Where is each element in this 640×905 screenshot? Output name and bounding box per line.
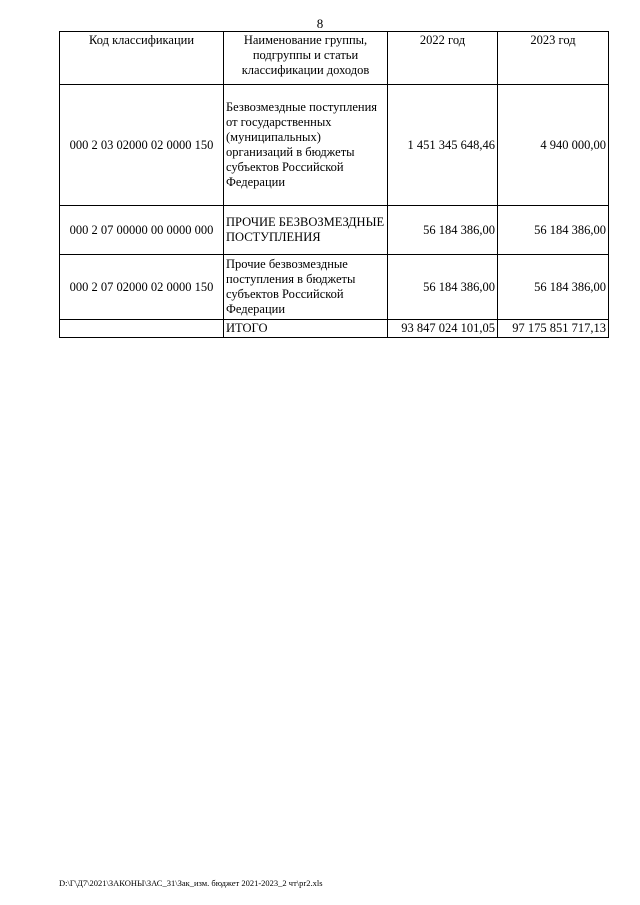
cell-name: Безвозмездные поступления от государственных (муниципальных) организаций в бюджеты субъектов Российской Федерации: [224, 85, 388, 206]
header-2022: 2022 год: [388, 32, 498, 85]
table-row: [60, 255, 609, 320]
table-row: [60, 206, 609, 255]
header-name: Наименование группы, подгруппы и статьи классификации доходов: [224, 32, 388, 85]
cell-2022: 56 184 386,00: [388, 255, 498, 320]
footer-file-path: D:\Г\Д7\2021\ЗАКОНЫ\ЗАС_31\Зак_изм. бюджет 2021-2023_2 чт\pr2.xls: [59, 878, 323, 888]
cell-code: [60, 320, 224, 338]
cell-2022: 93 847 024 101,05: [388, 320, 498, 338]
budget-table: [59, 31, 609, 338]
cell-2023: 97 175 851 717,13: [498, 320, 609, 338]
header-2023: 2023 год: [498, 32, 609, 85]
table-header-row: [60, 32, 609, 85]
cell-code: 000 2 03 02000 02 0000 150: [60, 85, 224, 206]
cell-2022: 1 451 345 648,46: [388, 85, 498, 206]
total-row: [60, 320, 609, 338]
cell-name: ПРОЧИЕ БЕЗВОЗМЕЗДНЫЕ ПОСТУПЛЕНИЯ: [224, 206, 388, 255]
cell-2023: 4 940 000,00: [498, 85, 609, 206]
header-code: Код классификации: [60, 32, 224, 85]
cell-code: 000 2 07 00000 00 0000 000: [60, 206, 224, 255]
cell-code: 000 2 07 02000 02 0000 150: [60, 255, 224, 320]
page-number: 8: [316, 16, 324, 31]
cell-2023: 56 184 386,00: [498, 255, 609, 320]
cell-name: Прочие безвозмездные поступления в бюджеты субъектов Российской Федерации: [224, 255, 388, 320]
cell-name: ИТОГО: [224, 320, 388, 338]
cell-2023: 56 184 386,00: [498, 206, 609, 255]
cell-2022: 56 184 386,00: [388, 206, 498, 255]
table-row: [60, 85, 609, 206]
